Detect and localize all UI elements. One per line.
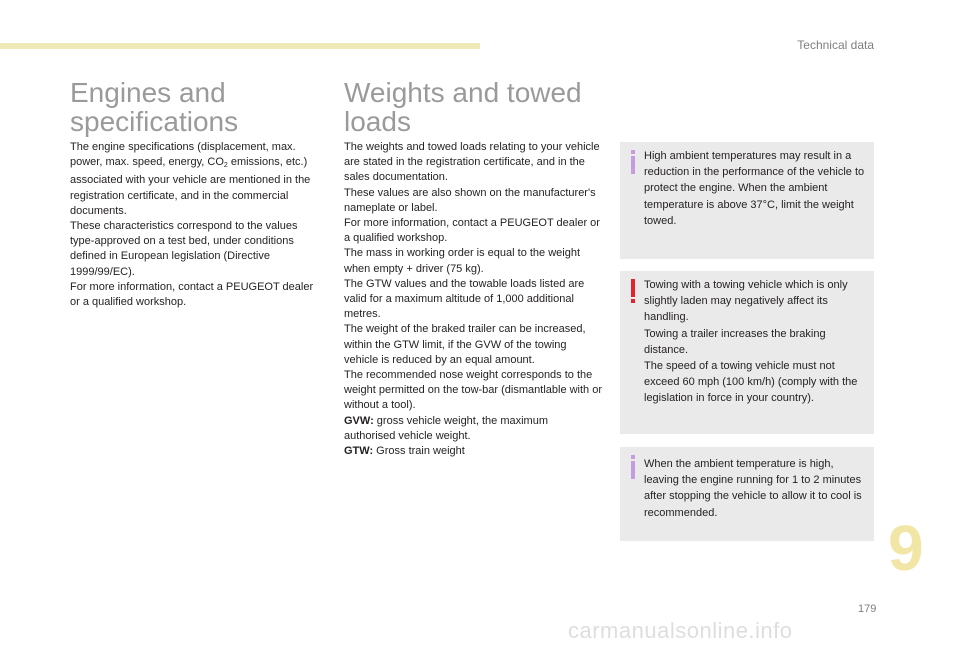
watermark: carmanualsonline.info: [568, 618, 793, 643]
warning-paragraph: The speed of a towing vehicle must not exceed 60 mph (100 km/h) (comply with the legislation in force in your country).: [644, 360, 858, 405]
info-note-box: [620, 447, 874, 541]
engines-paragraph: The engine specifications (displacement, max. power, max. speed, energy, $CO_2$ emissions, etc.) associated with your vehicle are mentioned in the registration certificate, and in the commercial documents.: [70, 141, 311, 217]
chapter-number: 9: [888, 512, 924, 584]
info-note-box: [620, 142, 874, 259]
engines-heading: Engines and specifications: [70, 77, 239, 137]
info-icon: [628, 455, 638, 479]
engines-body: [70, 140, 322, 310]
engines-paragraph: For more information, contact a PEUGEOT dealer or a qualified workshop.: [70, 280, 314, 309]
engines-paragraph: These characteristics correspond to the values type-approved on a test bed, under conditions defined in European legislation (Directive 1999/99/EC).: [70, 220, 298, 278]
warning-paragraph: Towing a trailer increases the braking distance.: [644, 327, 826, 356]
weights-paragraph: These values are also shown on the manufacturer's nameplate or label.: [344, 186, 596, 214]
info-note-text: When the ambient temperature is high, leaving the engine running for 1 to 2 minutes after stopping the vehicle to allow it to cool is recommended.: [644, 458, 862, 519]
gtw-definition: GTW: Gross train weight: [344, 445, 465, 458]
weights-body: [344, 140, 602, 459]
info-note-text: High ambient temperatures may result in a reduction in the performance of the vehicle to protect the engine. When the ambient temperature is above 37°C, limit the weight towed.: [644, 150, 865, 227]
weights-paragraph: The GTW values and the towable loads listed are valid for a maximum altitude of 1,000 additional metres.: [344, 277, 585, 321]
section-label: Technical data: [797, 38, 874, 52]
warning-note-text: [644, 277, 870, 407]
weights-paragraph: The mass in working order is equal to the weight when empty + driver (75 kg).: [344, 247, 581, 275]
warning-note-box: [620, 271, 874, 434]
header-accent-bar: [0, 43, 480, 49]
weights-heading: Weights and towed loads: [344, 77, 582, 137]
weights-paragraph: The weights and towed loads relating to your vehicle are stated in the registration certificate, and in the sales documentation.: [344, 141, 600, 184]
weights-paragraph: For more information, contact a PEUGEOT dealer or a qualified workshop.: [344, 217, 600, 245]
warning-icon: [628, 279, 638, 303]
gvw-definition: GVW: gross vehicle weight, the maximum authorised vehicle weight.: [344, 414, 548, 442]
weights-paragraph: The weight of the braked trailer can be increased, within the GTW limit, if the GVW of the towing vehicle is reduced by an equal amount.: [344, 323, 586, 366]
page-number: 179: [858, 603, 877, 615]
weights-paragraph: The recommended nose weight corresponds to the weight permitted on the tow-bar (dismantlable with or without a tool).: [344, 369, 603, 412]
warning-paragraph: Towing with a towing vehicle which is only slightly laden may negatively affect its handling.: [644, 279, 848, 324]
info-icon: [628, 150, 638, 174]
